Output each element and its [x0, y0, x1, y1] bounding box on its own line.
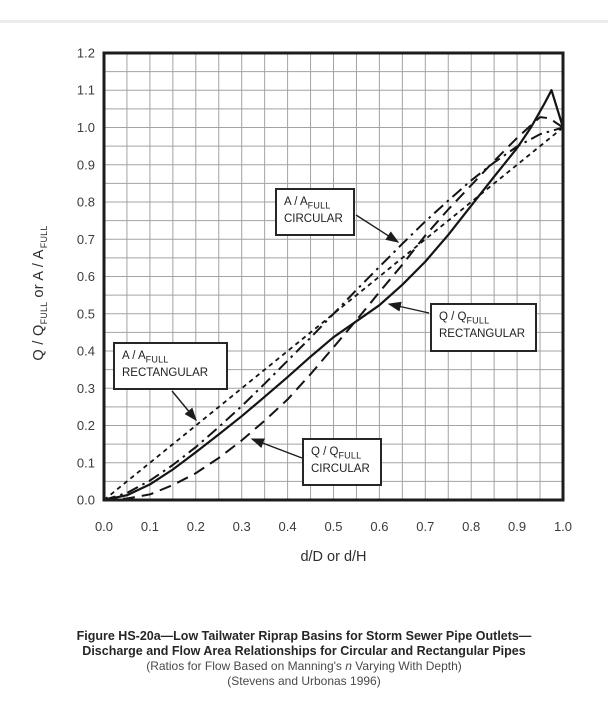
y-tick-label: 0.3 — [76, 380, 95, 396]
label-box-aa-full-rectangular — [113, 342, 228, 390]
y-axis-title-q: Q / Q — [31, 324, 47, 361]
y-tick-label: 0.8 — [76, 194, 95, 210]
x-tick-label: 0.5 — [324, 519, 343, 534]
x-tick-label: 0.8 — [462, 519, 481, 534]
x-tick-label: 0.4 — [278, 519, 297, 534]
label-leader-arrow — [389, 304, 429, 313]
label-box-line1: A / $A_{FULL}$ — [122, 350, 169, 365]
caption-title-line1: Figure HS-20a—Low Tailwater Riprap Basins for Storm Sewer Pipe Outlets— — [76, 629, 532, 643]
label-leader-arrow — [172, 391, 196, 420]
label-box-line1: Q / $Q_{FULL}$ — [311, 446, 362, 461]
y-tick-label: 0.6 — [76, 269, 95, 284]
label-box-qq-full-circular — [302, 438, 382, 486]
y-axis-title — [31, 133, 53, 453]
x-tick-label: 0.3 — [232, 519, 251, 534]
label-leader-arrow — [356, 215, 398, 242]
label-box-aa-full-circular — [275, 188, 355, 236]
x-tick-label: 0.2 — [186, 519, 205, 534]
y-tick-label: 0.9 — [76, 157, 95, 173]
y-tick-label: 0.5 — [76, 306, 95, 322]
y-tick-label: 0.2 — [76, 418, 95, 433]
caption-reference: (Stevens and Urbonas 1996) — [227, 674, 381, 688]
label-leader-arrow — [252, 439, 302, 458]
y-tick-label: 0.7 — [76, 231, 95, 247]
x-axis-title: d/D or d/H — [300, 549, 367, 565]
y-axis-title-sub1: FULL — [38, 301, 49, 325]
y-axis-title-a: or A / A — [31, 249, 47, 298]
y-tick-label: 1.0 — [76, 120, 95, 135]
figure-caption — [0, 629, 608, 689]
x-tick-label: 0.1 — [140, 519, 159, 534]
caption-subtitle: (Ratios for Flow Based on Manning's n Varying With Depth) — [146, 659, 462, 673]
label-box-line2: RECTANGULAR — [439, 327, 526, 340]
y-tick-label: 0.1 — [76, 455, 95, 471]
y-axis-title-sub2: FULL — [38, 225, 49, 249]
x-tick-label: 1.0 — [553, 519, 573, 534]
x-tick-label: 0.6 — [370, 519, 389, 534]
caption-title-line2: Discharge and Flow Area Relationships for Circular and Rectangular Pipes — [82, 644, 526, 658]
label-box-line2: CIRCULAR — [311, 462, 370, 475]
label-box-line1: A / $A_{FULL}$ — [284, 196, 331, 211]
x-tick-label: 0.0 — [94, 519, 114, 534]
label-box-line2: CIRCULAR — [284, 212, 343, 225]
y-tick-label: 1.1 — [76, 82, 95, 98]
y-tick-label: 0.0 — [76, 492, 95, 508]
label-box-qq-full-rectangular — [430, 303, 537, 352]
x-tick-label: 0.9 — [508, 519, 527, 534]
y-tick-label: 0.4 — [76, 343, 95, 359]
y-tick-label: 1.2 — [76, 45, 95, 61]
label-box-line2: RECTANGULAR — [122, 366, 209, 379]
label-box-line1: Q / $Q_{FULL}$ — [439, 311, 490, 326]
x-tick-label: 0.7 — [416, 519, 435, 534]
